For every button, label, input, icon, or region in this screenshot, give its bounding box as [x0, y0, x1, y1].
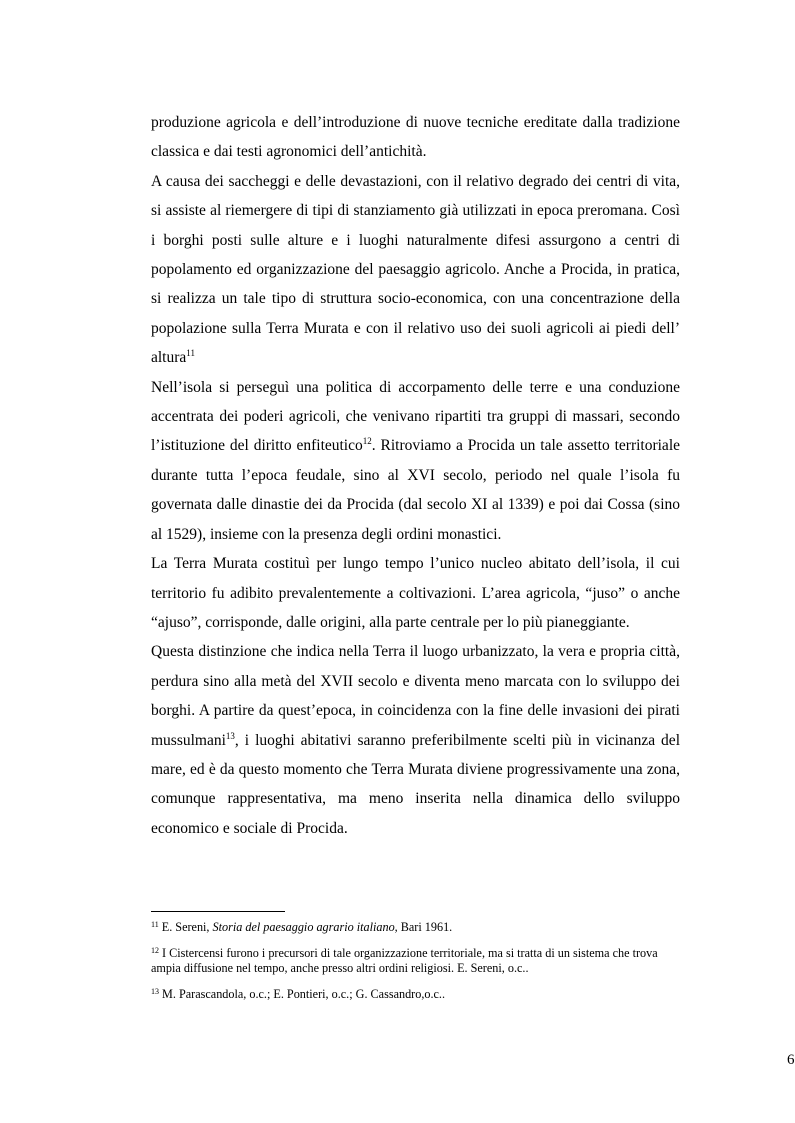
text-run: I Cistercensi furono i precursori di tale organizzazione territoriale, ma si tratta di un sistema che trova ampia diffusione nel tempo, anche presso altri ordini religiosi. E. Sereni, o.c..	[151, 946, 658, 975]
text-run: produzione agricola e dell’introduzione di nuove tecniche ereditate dalla tradizione classica e dai testi agronomici dell’antichità.	[151, 114, 680, 161]
footnote-ref: 12	[151, 946, 159, 955]
footnote-separator	[151, 911, 285, 912]
page-number: 6	[787, 1052, 795, 1068]
footnote-ref: 12	[362, 436, 372, 447]
paragraph	[151, 637, 680, 843]
text-run: A causa dei saccheggi e delle devastazioni, con il relativo degrado dei centri di vita, si assiste al riemergere di tipi di stanziamento già utilizzati in epoca preromana. Così i borghi posti sulle alture e i luoghi naturalmente difesi assurgono a centri di popolamento ed organizzazione del paesaggio agricolo. Anche a Procida, in pratica, si realizza un tale tipo di struttura socio-economica, con una concentrazione della popolazione sulla Terra Murata e con il relativo uso dei suoli agricoli ai piedi dell’ altura	[151, 172, 680, 367]
text-run: E. Sereni,	[158, 920, 213, 934]
footnote	[151, 946, 680, 976]
footnote	[151, 987, 680, 1002]
text-run: La Terra Murata costituì per lungo tempo l’unico nucleo abitato dell’isola, il cui territorio fu adibito prevalentemente a coltivazioni. L’area agricola, “juso” o anche “ajuso”, corrisponde, dalle origini, alla parte centrale per lo più pianeggiante.	[151, 555, 680, 631]
italic-text: Storia del paesaggio agrario italiano,	[212, 920, 398, 934]
footnote-ref: 11	[151, 920, 159, 929]
footnotes	[151, 920, 680, 1013]
text-run: Bari 1961.	[397, 920, 453, 934]
text-run: Nell’isola si perseguì una politica di accorpamento delle terre e una conduzione accentrata dei poderi agricoli, che venivano ripartiti tra gruppi di massari, secondo l’istituzione del diritto enfiteutico	[151, 378, 680, 455]
footnote-ref: 13	[225, 730, 235, 741]
text-run: , i luoghi abitativi saranno preferibilmente scelti più in vicinanza del mare, ed è da questo momento che Terra Murata diviene progressivamente una zona, comunque rappresentativa, ma meno inserita nella dinamica dello sviluppo economico e sociale di Procida.	[151, 731, 680, 837]
paragraph	[151, 549, 680, 637]
text-run: . Ritroviamo a Procida un tale assetto territoriale durante tutta l’epoca feudale, sino al XVI secolo, periodo nel quale l’isola fu governata dalle dinastie dei da Procida (dal secolo XI al 1339) e poi dai Cossa (sino al 1529), insieme con la presenza degli ordini monastici.	[151, 437, 681, 543]
footnote	[151, 920, 680, 935]
paragraph	[151, 167, 680, 373]
footnote-ref: 11	[186, 348, 195, 359]
text-run: M. Parascandola, o.c.; E. Pontieri, o.c.; G. Cassandro,o.c..	[159, 987, 446, 1001]
paragraph	[151, 108, 680, 167]
footnote-ref: 13	[151, 987, 159, 996]
paragraph	[151, 373, 680, 549]
main-text	[151, 108, 680, 843]
text-run: Questa distinzione che indica nella Terra il luogo urbanizzato, la vera e propria città, perdura sino alla metà del XVII secolo e diventa meno marcata con lo sviluppo dei borghi. A partire da quest’epoca, in coincidenza con la fine delle invasioni dei pirati mussulmani	[151, 643, 680, 749]
